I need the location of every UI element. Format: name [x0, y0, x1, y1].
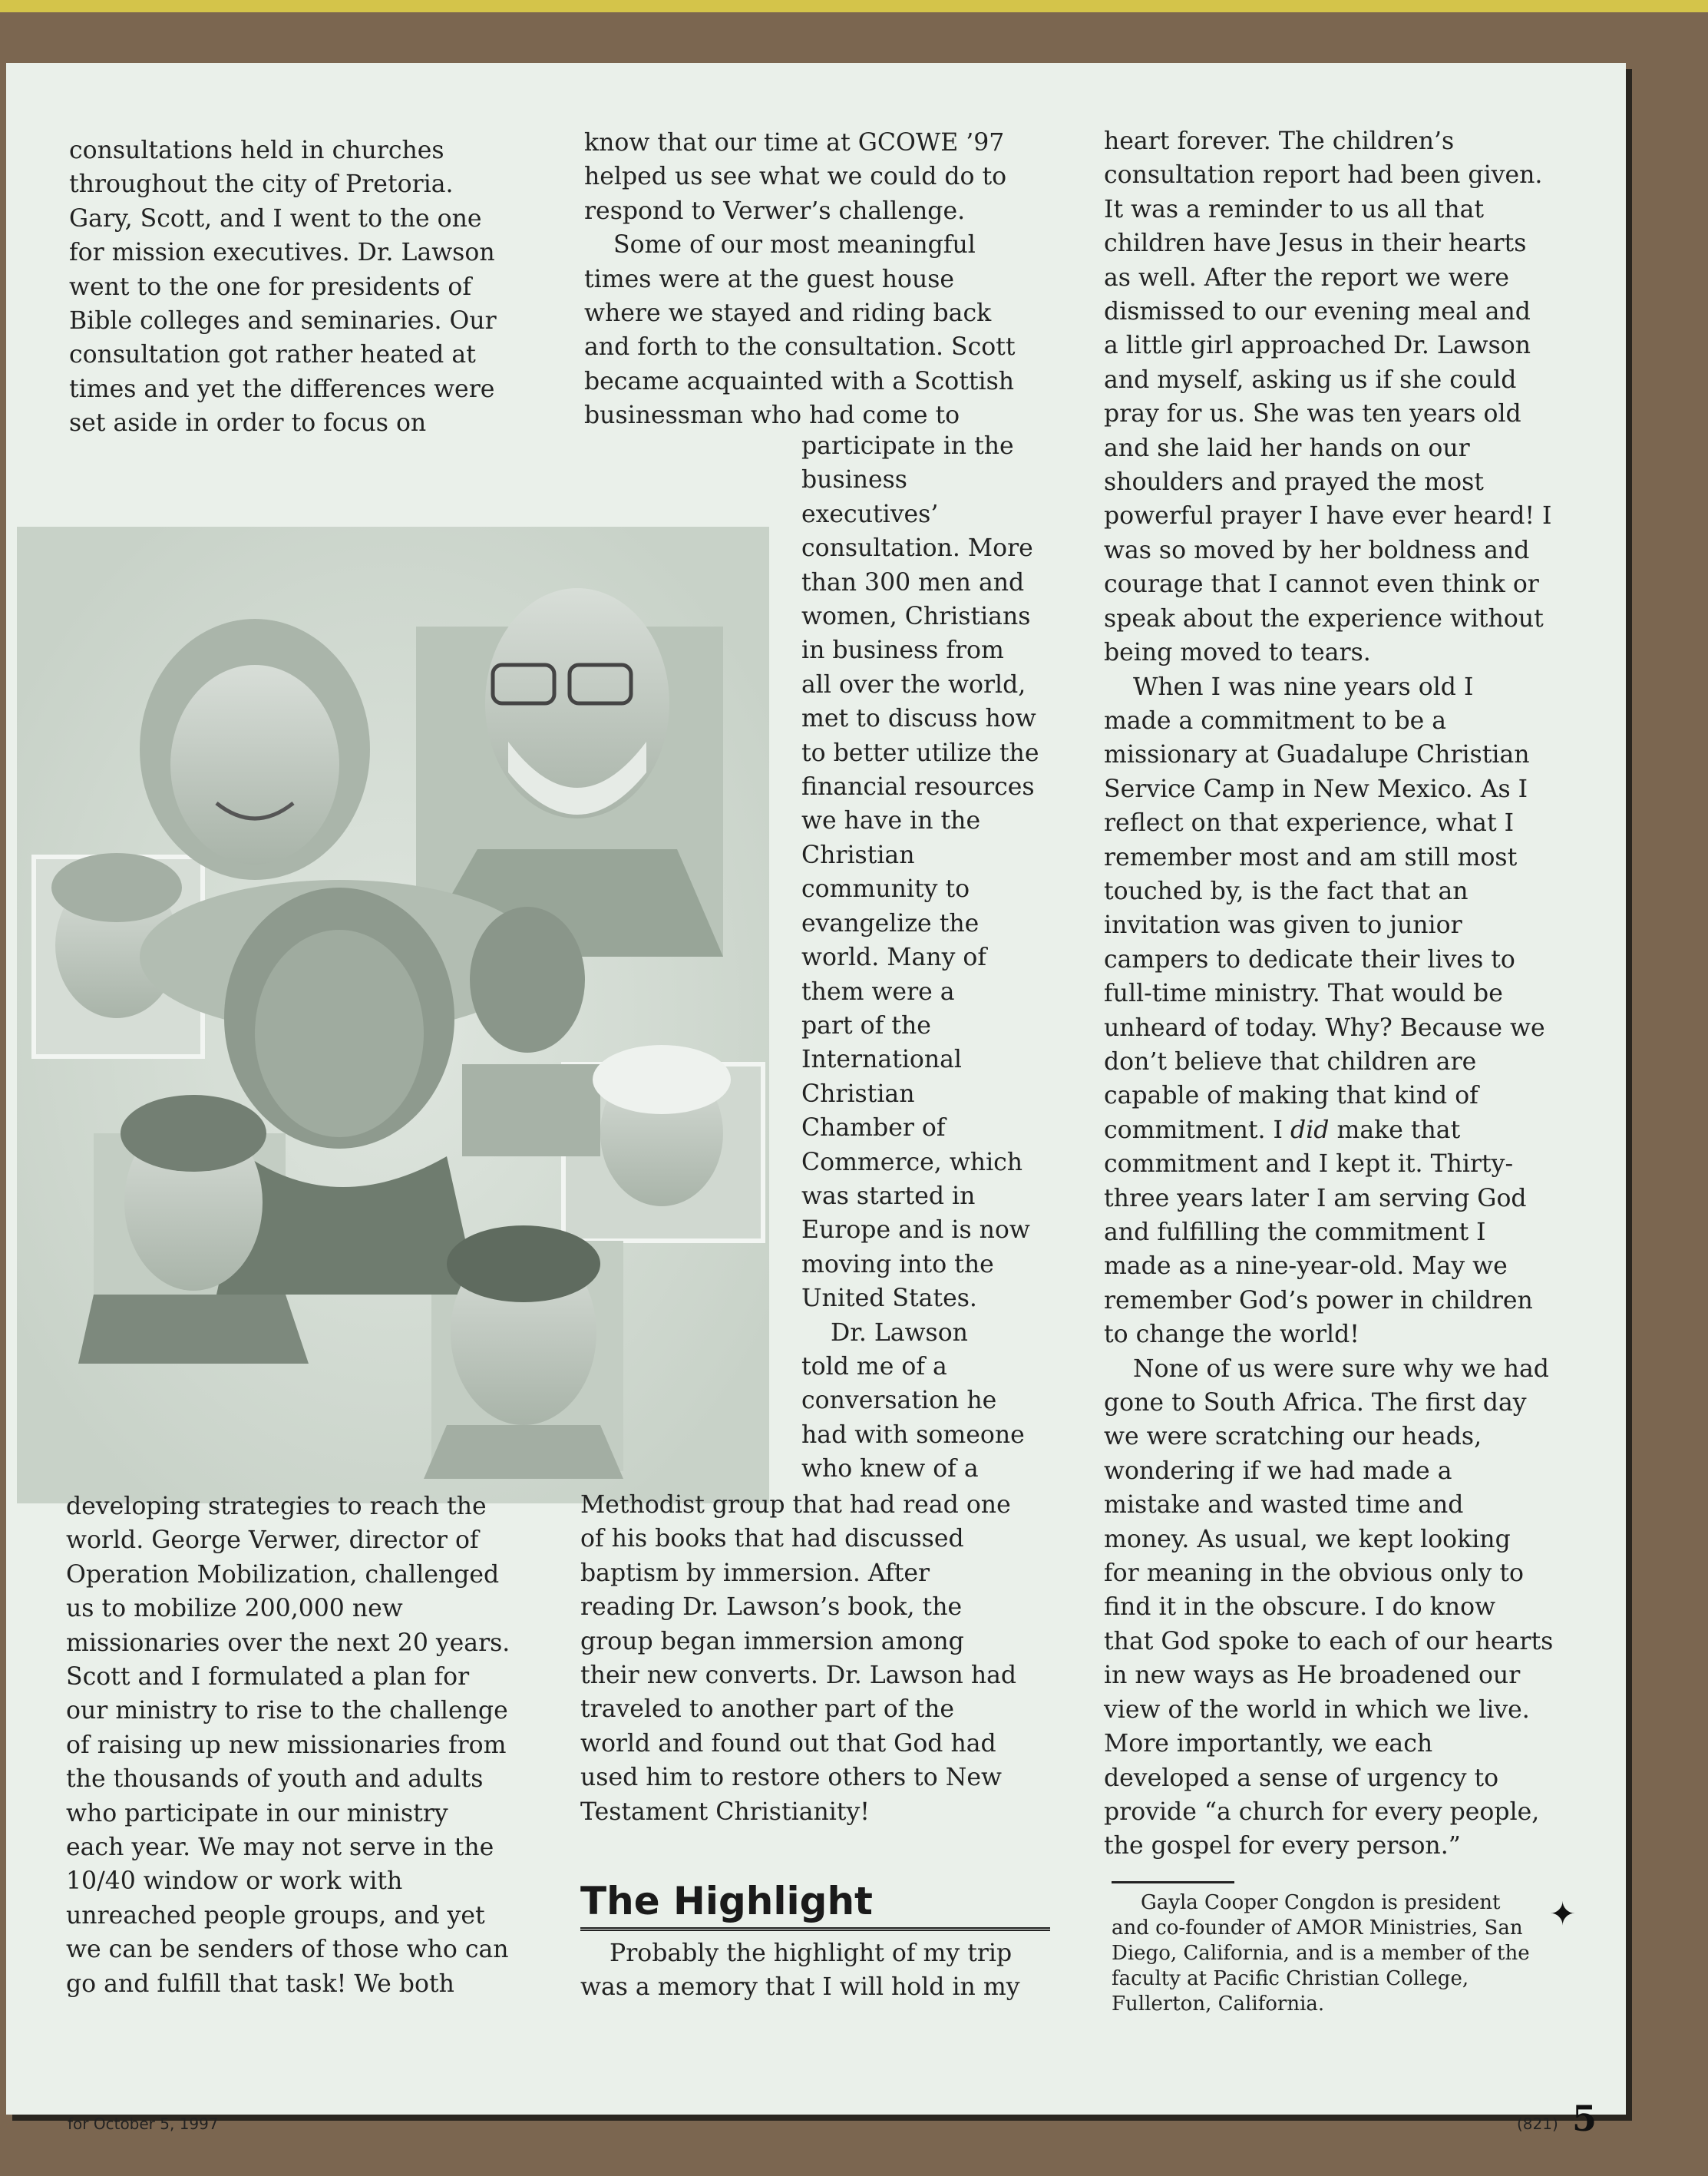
author-bio	[1112, 1890, 1603, 2017]
text-line: conversation he	[801, 1387, 997, 1415]
text-line: missionaries over the next 20 years.	[66, 1629, 510, 1657]
text-line: executives’	[801, 500, 939, 528]
text-line: More importantly, we each	[1104, 1730, 1433, 1758]
text-line: Europe and is now	[801, 1216, 1030, 1245]
text-line: made a commitment to be a	[1104, 706, 1447, 735]
text-line: heart forever. The children’s	[1104, 127, 1455, 155]
text-line: Dr. Lawson	[831, 1318, 968, 1347]
text-line: to better utilize the	[801, 739, 1039, 767]
bio-line: and co-founder of AMOR Ministries, San	[1112, 1916, 1523, 1940]
text-line: reflect on that experience, what I	[1104, 809, 1515, 838]
text-line: world. George Verwer, director of	[66, 1526, 479, 1555]
text-line: Christian	[801, 841, 915, 869]
text-line: of his books that had discussed	[580, 1525, 964, 1553]
text-line: consultation report had been given.	[1104, 161, 1543, 190]
text-line: developed a sense of urgency to	[1104, 1764, 1499, 1792]
text-line: don’t believe that children are	[1104, 1047, 1477, 1076]
top-edge	[0, 0, 1708, 12]
text-line: Testament Christianity!	[580, 1797, 870, 1826]
text-line: business	[801, 466, 907, 494]
text-line: Christian	[801, 1080, 915, 1108]
text-line: remember God’s power in children	[1104, 1286, 1533, 1315]
text-line: went to the one for presidents of	[69, 273, 472, 301]
text-line: Some of our most meaningful	[613, 231, 976, 260]
text-line: being moved to tears.	[1104, 639, 1371, 667]
text-line: all over the world,	[801, 670, 1026, 699]
text-line: commitment. I did make that	[1104, 1116, 1461, 1144]
text-line: full-time ministry. That would be	[1104, 980, 1503, 1008]
text-line: unreached people groups, and yet	[66, 1901, 485, 1930]
text-line: throughout the city of Pretoria.	[69, 170, 454, 199]
text-line: It was a reminder to us all that	[1104, 195, 1485, 223]
text-line: community to	[801, 875, 970, 904]
section-heading: The Highlight	[580, 1878, 1050, 1931]
text-line: them were a	[801, 977, 955, 1006]
text-line: know that our time at GCOWE ’97	[584, 129, 1005, 157]
bio-divider	[1112, 1881, 1234, 1883]
text-line: times were at the guest house	[584, 265, 955, 293]
text-line: gone to South Africa. The first day	[1104, 1389, 1527, 1417]
text-line: traveled to another part of the	[580, 1695, 955, 1724]
text-line: who knew of a	[801, 1455, 979, 1483]
text-line: businessman who had come to	[584, 402, 960, 430]
text-line: participate in the	[801, 432, 1014, 460]
text-line: Scott and I formulated a plan for	[66, 1663, 470, 1692]
text-line: to change the world!	[1104, 1321, 1359, 1349]
text-line: wondering if we had made a	[1104, 1457, 1452, 1485]
text-line: women, Christians	[801, 603, 1031, 631]
text-line: children have Jesus in their hearts	[1104, 230, 1527, 258]
text-line: find it in the obscure. I do know	[1104, 1593, 1496, 1622]
text-line: invitation was given to junior	[1104, 911, 1462, 940]
text-line: in business from	[801, 637, 1004, 665]
text-line: capable of making that kind of	[1104, 1082, 1478, 1110]
text-line: financial resources	[801, 773, 1035, 802]
column-3	[1104, 124, 1595, 1863]
text-line: times and yet the differences were	[69, 375, 495, 403]
text-line: and forth to the consultation. Scott	[584, 333, 1016, 362]
page-number: 5	[1572, 2098, 1597, 2139]
text-line: dismissed to our evening meal and	[1104, 298, 1531, 326]
text-line: commitment and I kept it. Thirty-	[1104, 1150, 1514, 1179]
text-line: view of the world in which we live.	[1104, 1695, 1530, 1724]
text-line: as well. After the report we were	[1104, 263, 1510, 292]
text-line: powerful prayer I have ever heard! I	[1104, 502, 1552, 531]
text-line: had with someone	[801, 1420, 1025, 1449]
text-line: reading Dr. Lawson’s book, the	[580, 1593, 963, 1622]
text-line: Service Camp in New Mexico. As I	[1104, 775, 1528, 803]
text-line: campers to dedicate their lives to	[1104, 945, 1515, 974]
text-line: where we stayed and riding back	[584, 299, 992, 328]
text-line: Probably the highlight of my trip	[610, 1940, 1013, 1967]
column-1-top	[69, 134, 530, 441]
column-2-bottom	[580, 1488, 1064, 1829]
text-line: United States.	[801, 1285, 977, 1313]
text-line: go and fulfill that task! We both	[66, 1969, 454, 1998]
text-line: made as a nine-year-old. May we	[1104, 1252, 1508, 1281]
text-line: the thousands of youth and adults	[66, 1765, 484, 1794]
text-line: consultation got rather heated at	[69, 341, 476, 369]
text-line: was so moved by her boldness and	[1104, 536, 1530, 564]
text-line: consultation. More	[801, 534, 1033, 563]
portrait-collage-icon	[17, 527, 769, 1503]
text-line: When I was nine years old I	[1133, 673, 1474, 701]
text-line: of raising up new missionaries from	[66, 1731, 507, 1759]
text-line: part of the	[801, 1011, 931, 1040]
text-line: and she laid her hands on our	[1104, 434, 1470, 462]
bio-line: Diego, California, and is a member of the	[1112, 1942, 1530, 1965]
text-line: speak about the experience without	[1104, 604, 1544, 633]
text-line: touched by, is the fact that an	[1104, 877, 1468, 905]
text-line: Operation Mobilization, challenged	[66, 1560, 500, 1589]
text-line: Bible colleges and seminaries. Our	[69, 307, 497, 336]
text-line: Gary, Scott, and I went to the one	[69, 204, 482, 233]
magazine-page	[6, 63, 1626, 2139]
text-line: evangelize the	[801, 909, 980, 938]
text-line: we can be senders of those who can	[66, 1936, 509, 1964]
text-line: set aside in order to focus on	[69, 409, 427, 438]
text-line: and fulfilling the commitment I	[1104, 1219, 1486, 1246]
text-line: missionary at Guadalupe Christian	[1104, 741, 1530, 769]
text-line: Methodist group that had read one	[580, 1491, 1011, 1519]
text-line: was a memory that I will hold in my	[580, 1973, 1020, 2002]
text-line: Commerce, which	[801, 1148, 1023, 1176]
text-line: shoulders and prayed the most	[1104, 468, 1484, 497]
text-line: three years later I am serving God	[1104, 1184, 1527, 1212]
highlight-section-body	[580, 1936, 1064, 2005]
column-2-top	[584, 126, 1045, 433]
text-line: we were scratching our heads,	[1104, 1423, 1482, 1451]
folio-code: (821)	[1517, 2115, 1558, 2133]
text-line: 10/40 window or work with	[66, 1867, 403, 1896]
text-line: our ministry to rise to the challenge	[66, 1697, 508, 1725]
text-line: met to discuss how	[801, 705, 1036, 733]
text-line: mistake and wasted time and	[1104, 1491, 1464, 1520]
text-line: in new ways as He broadened our	[1104, 1662, 1521, 1690]
text-line: who participate in our ministry	[66, 1799, 448, 1827]
text-line: Chamber of	[801, 1114, 946, 1143]
text-line: moving into the	[801, 1250, 994, 1278]
text-line: courage that I cannot even think or	[1104, 570, 1539, 599]
text-line: us to mobilize 200,000 new	[66, 1595, 403, 1623]
text-line: became acquainted with a Scottish	[584, 367, 1015, 395]
text-line: respond to Verwer’s challenge.	[584, 197, 966, 225]
text-line: pray for us. She was ten years old	[1104, 400, 1521, 428]
text-line: was started in	[801, 1182, 976, 1210]
text-line: provide “a church for every people,	[1104, 1797, 1540, 1826]
text-line: group began immersion among	[580, 1627, 964, 1655]
bio-line: faculty at Pacific Christian College,	[1112, 1967, 1469, 1990]
text-line: for mission executives. Dr. Lawson	[69, 239, 495, 267]
text-line: that God spoke to each of our hearts	[1104, 1627, 1554, 1655]
bio-line: Gayla Cooper Congdon is president	[1141, 1891, 1501, 1914]
text-line: unheard of today. Why? Because we	[1104, 1014, 1545, 1042]
end-mark-icon: ✦	[1549, 1895, 1577, 1933]
bio-line: Fullerton, California.	[1112, 1992, 1325, 2016]
text-line: remember most and am still most	[1104, 843, 1518, 871]
text-line: for meaning in the obvious only to	[1104, 1559, 1524, 1588]
text-line: than 300 men and	[801, 568, 1025, 597]
text-line: told me of a	[801, 1352, 947, 1381]
text-line: helped us see what we could do to	[584, 163, 1007, 191]
text-line: a little girl approached Dr. Lawson	[1104, 332, 1531, 360]
text-line: developing strategies to reach the	[66, 1493, 487, 1520]
text-line: International	[801, 1046, 962, 1074]
text-line: each year. We may not serve in the	[66, 1834, 494, 1862]
text-line: world and found out that God had	[580, 1729, 996, 1758]
column-1-bottom	[66, 1490, 542, 2001]
issue-date: for October 5, 1997	[68, 2115, 219, 2133]
text-line: money. As usual, we kept looking	[1104, 1525, 1511, 1553]
column-2-narrow	[801, 429, 1055, 1486]
text-line: baptism by immersion. After	[580, 1559, 930, 1587]
text-line: we have in the	[801, 807, 981, 835]
text-line: consultations held in churches	[69, 137, 444, 164]
text-line: and myself, asking us if she could	[1104, 365, 1517, 394]
text-line: their new converts. Dr. Lawson had	[580, 1662, 1017, 1690]
text-line: None of us were sure why we had	[1133, 1354, 1549, 1383]
text-line: used him to restore others to New	[580, 1764, 1002, 1792]
text-line: world. Many of	[801, 944, 987, 972]
text-line: the gospel for every person.”	[1104, 1832, 1461, 1860]
